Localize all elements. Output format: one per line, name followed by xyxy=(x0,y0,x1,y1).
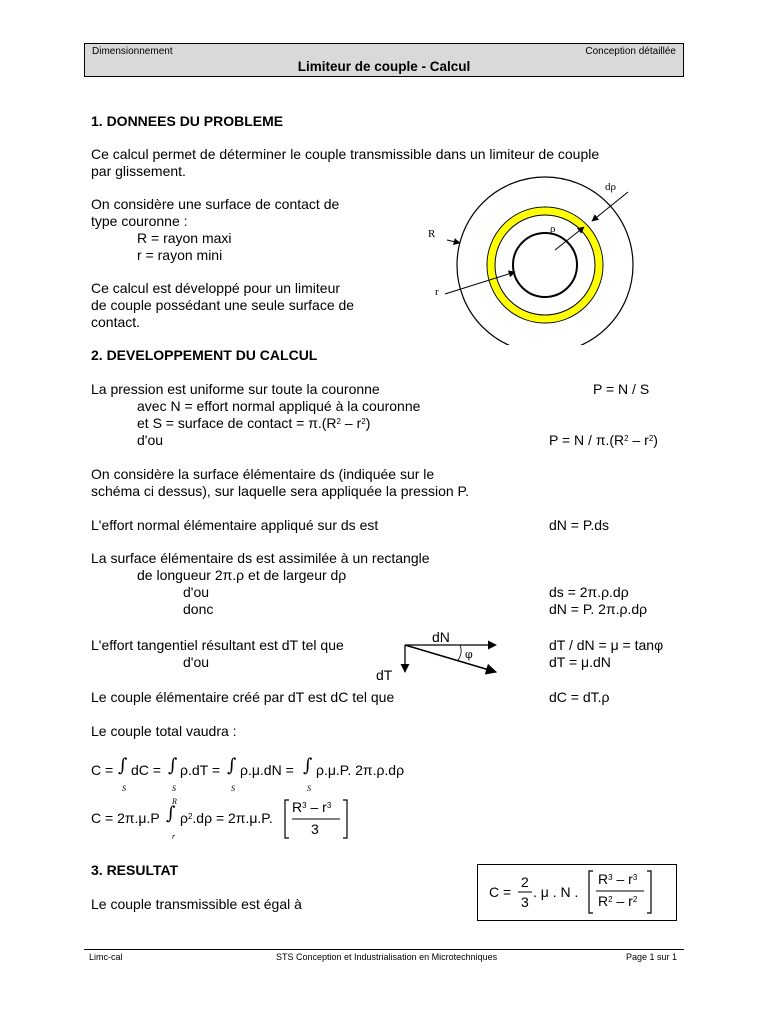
footer-left: Limc-cal xyxy=(89,952,123,962)
label-dT: dT xyxy=(376,667,393,683)
force-vector-diagram xyxy=(370,628,510,686)
integral-2-sub: S xyxy=(172,784,176,793)
s2-l4: d'ou xyxy=(137,432,164,448)
s1-p3a: Ce calcul est développé pour un limiteur xyxy=(91,280,341,296)
header-right: Conception détaillée xyxy=(585,46,676,57)
label-rho: ρ xyxy=(550,223,556,235)
label-drho: dρ xyxy=(605,181,616,193)
s2-l9-result: ds = 2π.ρ.dρ xyxy=(549,584,629,600)
formula-2-b: $\rho^2.d\rho = 2\pi.\mu.P$. xyxy=(180,810,273,826)
result-frac-den: 3 xyxy=(521,894,529,910)
s2-l4-result: $P = N / \pi.(R^2 - r^2)$ xyxy=(549,432,658,448)
s2-l2: avec N = effort normal appliqué à la couronne xyxy=(137,398,421,414)
result-denominator: $R^2 - r^2$ xyxy=(598,893,638,909)
angle-arc xyxy=(458,645,461,660)
formula-1-t2: ρ.dT = xyxy=(180,762,221,778)
s1-p2a: On considère une surface de contact de xyxy=(91,196,340,212)
integral-2: ∫ xyxy=(168,755,178,776)
s1-p1b: par glissement. xyxy=(91,163,186,179)
s2-l11-result: dT / dN = μ = tanφ xyxy=(549,637,664,653)
s2-l12: d'ou xyxy=(183,654,210,670)
section-1-heading: 1. DONNEES DU PROBLEME xyxy=(91,113,284,129)
s2-l14: Le couple total vaudra : xyxy=(91,723,237,739)
formula-2-a: C = 2π.μ.P xyxy=(91,810,160,826)
s2-l13: Le couple élémentaire créé par dT est dC tel que xyxy=(91,689,395,705)
formula-2-numerator: $R^3 - r^3$ xyxy=(292,799,332,815)
arrow-drho-out xyxy=(592,192,628,221)
s2-l5a: On considère la surface élémentaire ds (indiquée sur le xyxy=(91,466,435,482)
label-phi: φ xyxy=(465,648,473,661)
result-mid: . μ . N . xyxy=(533,884,579,900)
label-dN: dN xyxy=(432,629,450,645)
label-R: R xyxy=(428,228,436,240)
integral-1-sub: S xyxy=(122,784,126,793)
s2-l12-result: dT = μ.dN xyxy=(549,654,611,670)
s2-l6-result: dN = P.ds xyxy=(549,517,610,533)
s1-p3c: contact. xyxy=(91,314,141,330)
s1-p2c: R = rayon maxi xyxy=(137,230,232,246)
result-lhs: C = xyxy=(489,884,512,900)
s2-l1-result: P = N / S xyxy=(593,381,650,397)
integral-3-sub: S xyxy=(231,784,235,793)
result-frac-num: 2 xyxy=(521,874,529,890)
page-header xyxy=(84,43,684,77)
header-left: Dimensionnement xyxy=(92,46,173,57)
s1-p2d: r = rayon mini xyxy=(137,247,223,263)
label-r: r xyxy=(435,286,439,298)
s1-p3b: de couple possédant une seule surface de xyxy=(91,297,355,313)
s2-l1: La pression est uniforme sur toute la couronne xyxy=(91,381,380,397)
integral-5: ∫ xyxy=(166,803,176,824)
ring-diagram xyxy=(400,170,650,345)
contact-ring xyxy=(491,211,599,319)
integral-3: ∫ xyxy=(227,755,237,776)
integral-upper-R: R xyxy=(172,797,177,806)
result-numerator: $R^3 - r^3$ xyxy=(598,871,638,887)
footer-right: Page 1 sur 1 xyxy=(625,952,677,962)
inner-circle xyxy=(513,233,577,297)
arrow-drho-in xyxy=(555,227,584,250)
formula-2-denominator: 3 xyxy=(311,821,319,837)
formula-1-lhs: C = xyxy=(91,762,114,778)
s2-l10-result: dN = P. 2π.ρ.dρ xyxy=(549,601,648,617)
integral-4-sub: S xyxy=(307,784,311,793)
s2-l6: L'effort normal élémentaire appliqué sur ds est xyxy=(91,517,379,533)
s2-l3: et S = surface de contact = $\pi.(R^2 - r^2)$ xyxy=(137,415,371,431)
section-3-heading: 3. RESULTAT xyxy=(91,862,179,878)
footer-center: STS Conception et Industrialisation en Microtechniques xyxy=(276,952,498,962)
result-frac-bar xyxy=(518,891,532,893)
integral-lower-r: r xyxy=(172,832,176,841)
integral-1: ∫ xyxy=(118,755,128,776)
arrow-r xyxy=(445,272,515,294)
s1-p1a: Ce calcul permet de déterminer le couple transmissible dans un limiteur de couple xyxy=(91,146,600,162)
section-2-heading: 2. DEVELOPPEMENT DU CALCUL xyxy=(91,347,318,363)
s2-l13-result: dC = dT.ρ xyxy=(549,689,610,705)
page-title: Limiteur de couple - Calcul xyxy=(297,59,471,74)
arrow-R xyxy=(447,240,460,243)
s2-l9: d'ou xyxy=(183,584,210,600)
formula-1-t4: ρ.μ.P. 2π.ρ.dρ xyxy=(316,762,405,778)
s2-l7: La surface élémentaire ds est assimilée à un rectangle xyxy=(91,550,430,566)
s2-l10: donc xyxy=(183,601,214,617)
s2-l5b: schéma ci dessus), sur laquelle sera appliquée la pression P. xyxy=(91,483,469,499)
s2-l11: L'effort tangentiel résultant est dT tel que xyxy=(91,637,344,653)
s1-p2b: type couronne : xyxy=(91,213,188,229)
formula-1-t1: dC = xyxy=(131,762,161,778)
footer-rule xyxy=(84,949,684,950)
formula-1-t3: ρ.μ.dN = xyxy=(240,762,294,778)
s2-l8: de longueur 2π.ρ et de largeur dρ xyxy=(137,567,347,583)
integral-4: ∫ xyxy=(303,755,313,776)
vector-resultant xyxy=(405,645,496,672)
s3-text: Le couple transmissible est égal à xyxy=(91,896,302,912)
